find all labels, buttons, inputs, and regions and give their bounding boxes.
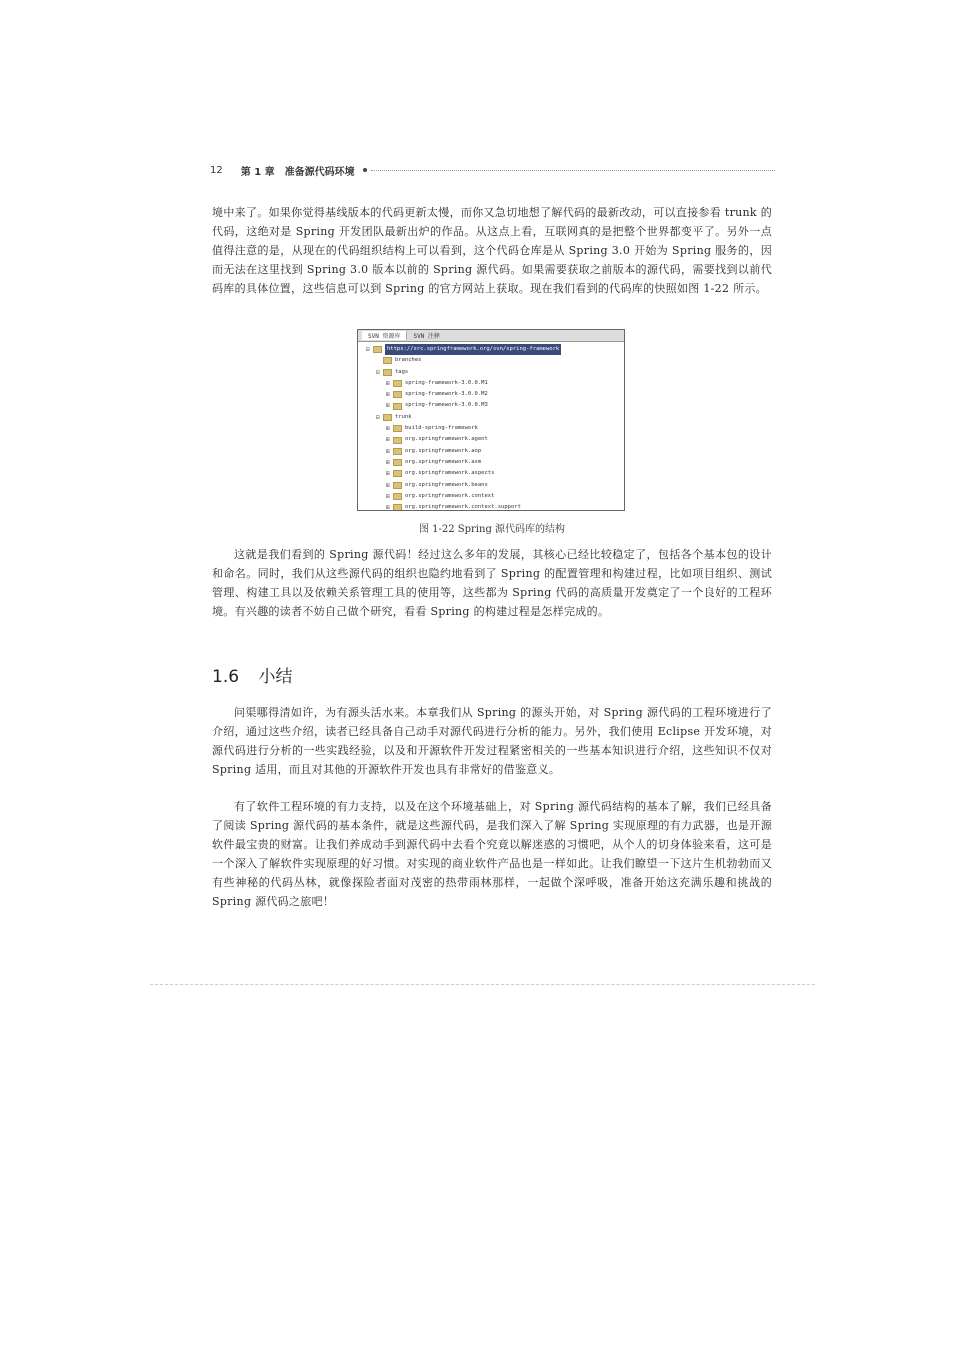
section-title: 小结 [258, 667, 293, 687]
tree-node [362, 457, 620, 468]
expand-icon: ⊞ [386, 458, 390, 466]
tree-node [362, 434, 620, 445]
tree-node-label: org.springframework.beans [405, 481, 488, 488]
folder-icon [393, 482, 402, 489]
expand-icon: ⊞ [386, 425, 390, 433]
tree-node [362, 400, 620, 411]
tree-node-label: org.springframework.context [405, 492, 495, 499]
tree-node-label: spring-framework-3.0.0.M1 [405, 379, 488, 386]
tree-node [362, 423, 620, 434]
repository-tree [358, 342, 624, 511]
folder-icon [393, 504, 402, 511]
folder-icon [393, 437, 402, 444]
folder-icon [383, 369, 392, 376]
tree-node-label: org.springframework.aspects [405, 470, 495, 477]
figure-svn-repository [357, 329, 625, 511]
tree-node-label: trunk [395, 413, 412, 420]
tree-node [362, 468, 620, 479]
expand-icon: ⊞ [386, 402, 390, 410]
folder-icon [393, 391, 402, 398]
header-bullet-icon [363, 168, 367, 172]
paragraph-4: 有了软件工程环境的有力支持，以及在这个环境基础上，对 Spring 源代码结构的基本了解，我们已经具备了阅读 Spring 源代码的基本条件，就是这些源代码，是我们深入了解 Spring 实现原理的有力武器，也是开源软件最宝贵的财富。让我们养成动手到源代码中去看个究竟以解迷惑的习惯吧，从个人的切身体验来看，这可是一个深入了解软件实现原理的好习惯。对实现的商业软件产品也是一样如此。让我们瞭望一下这片生机勃勃而又有些神秘的代码丛林，就像探险者面对茂密的热带雨林那样，一起做个深呼吸，准备开始这充满乐趣和挑战的 Spring 源代码之旅吧！ [212, 800, 772, 908]
collapse-icon: ⊟ [376, 368, 380, 376]
folder-icon [393, 380, 402, 387]
paragraph-3: 问渠哪得清如许，为有源头活水来。本章我们从 Spring 的源头开始，对 Spring 源代码的工程环境进行了介绍，通过这些介绍，读者已经具备自己动手对源代码进行分析的能力。另外，我们使用 Eclipse 开发环境，对源代码进行分析的一些实践经验，以及和开源软件开发过程紧密相关的一些基本知识进行介绍，这些知识不仅对 Spring 适用，而且对其他的开源软件开发也具有非常好的借鉴意义。 [212, 706, 772, 776]
tree-node [362, 367, 620, 378]
expand-icon: ⊞ [386, 504, 390, 511]
folder-icon [393, 470, 402, 477]
page-number: 12 [210, 164, 223, 176]
expand-icon: ⊞ [386, 481, 390, 489]
tree-node [362, 355, 620, 366]
collapse-icon: ⊟ [376, 413, 380, 421]
tree-node [362, 491, 620, 502]
tree-node-label: tags [395, 368, 409, 375]
expand-icon: ⊞ [386, 470, 390, 478]
tree-node-label: spring-framework-3.0.0.M2 [405, 391, 488, 398]
section-number: 1.6 [212, 667, 240, 687]
tree-node-label: spring-framework-3.0.0.M3 [405, 402, 488, 409]
footer-rule [150, 984, 815, 985]
expand-icon: ⊞ [386, 391, 390, 399]
tree-node-label: https://src.springframework.org/svn/spring-framework [385, 344, 561, 355]
folder-icon [393, 459, 402, 466]
folder-icon [393, 403, 402, 410]
tree-node-label: branches [395, 357, 422, 364]
tree-node [362, 446, 620, 457]
tree-node [362, 480, 620, 491]
page-header [210, 160, 775, 180]
tree-node [362, 502, 620, 511]
tab-svn-annotate: SVN 注释 [413, 333, 440, 340]
folder-icon [393, 448, 402, 455]
tree-node [362, 378, 620, 389]
chapter-title: 准备源代码环境 [284, 166, 355, 178]
tree-node-label: org.springframework.aop [405, 447, 482, 454]
tree-node [362, 344, 620, 355]
folder-icon [383, 357, 392, 364]
paragraph-2: 这就是我们看到的 Spring 源代码！经过这么多年的发展，其核心已经比较稳定了，包括各个基本包的设计和命名。同时，我们从这些源代码的组织也隐约地看到了 Spring 的配置管理和构建过程，比如项目组织、测试管理、构建工具以及依赖关系管理工具的使用等，这些都为 Spring 代码的高质量开发奠定了一个良好的工程环境。有兴趣的读者不妨自己做个研究，看看 Spring 的构建过程是怎样完成的。 [212, 548, 772, 618]
expand-icon: ⊞ [386, 447, 390, 455]
tree-node-label: build-spring-framework [405, 425, 478, 432]
chapter-label: 第 1 章 [240, 166, 275, 178]
tree-node-label: org.springframework.asm [405, 458, 482, 465]
tree-node [362, 389, 620, 400]
tab-svn-repository: SVN 资源库 [362, 331, 407, 340]
folder-icon [373, 346, 382, 353]
expand-icon: ⊞ [386, 379, 390, 387]
folder-icon [393, 425, 402, 432]
collapse-icon: ⊟ [366, 346, 370, 353]
header-rule [371, 170, 775, 171]
folder-icon [383, 414, 392, 421]
section-heading [212, 662, 292, 687]
paragraph-1: 境中来了。如果你觉得基线版本的代码更新太慢，而你又急切地想了解代码的最新改动，可以直接参看 trunk 的代码，这绝对是 Spring 开发团队最新出炉的作品。从这点上看，互联网真的是把整个世界都变平了。另外一点值得注意的是，从现在的代码组织结构上可以看到，这个代码仓库是从 Spring 3.0 开始为 Spring 服务的，因而无法在这里找到 Spring 3.0 版本以前的 Spring 源代码。如果需要获取之前版本的源代码，需要找到以前代码库的具体位置，这些信息可以到 Spring 的官方网站上获取。现在我们看到的代码库的快照如图 1-22 所示。 [212, 206, 772, 295]
figure-tabs [358, 330, 624, 342]
tree-node-label: org.springframework.agent [405, 436, 488, 443]
folder-icon [393, 493, 402, 500]
tree-node [362, 412, 620, 423]
figure-caption: 图 1-22 Spring 源代码库的结构 [418, 524, 566, 535]
expand-icon: ⊞ [386, 436, 390, 444]
expand-icon: ⊞ [386, 492, 390, 500]
tree-node-label: org.springframework.context.support [405, 504, 521, 511]
